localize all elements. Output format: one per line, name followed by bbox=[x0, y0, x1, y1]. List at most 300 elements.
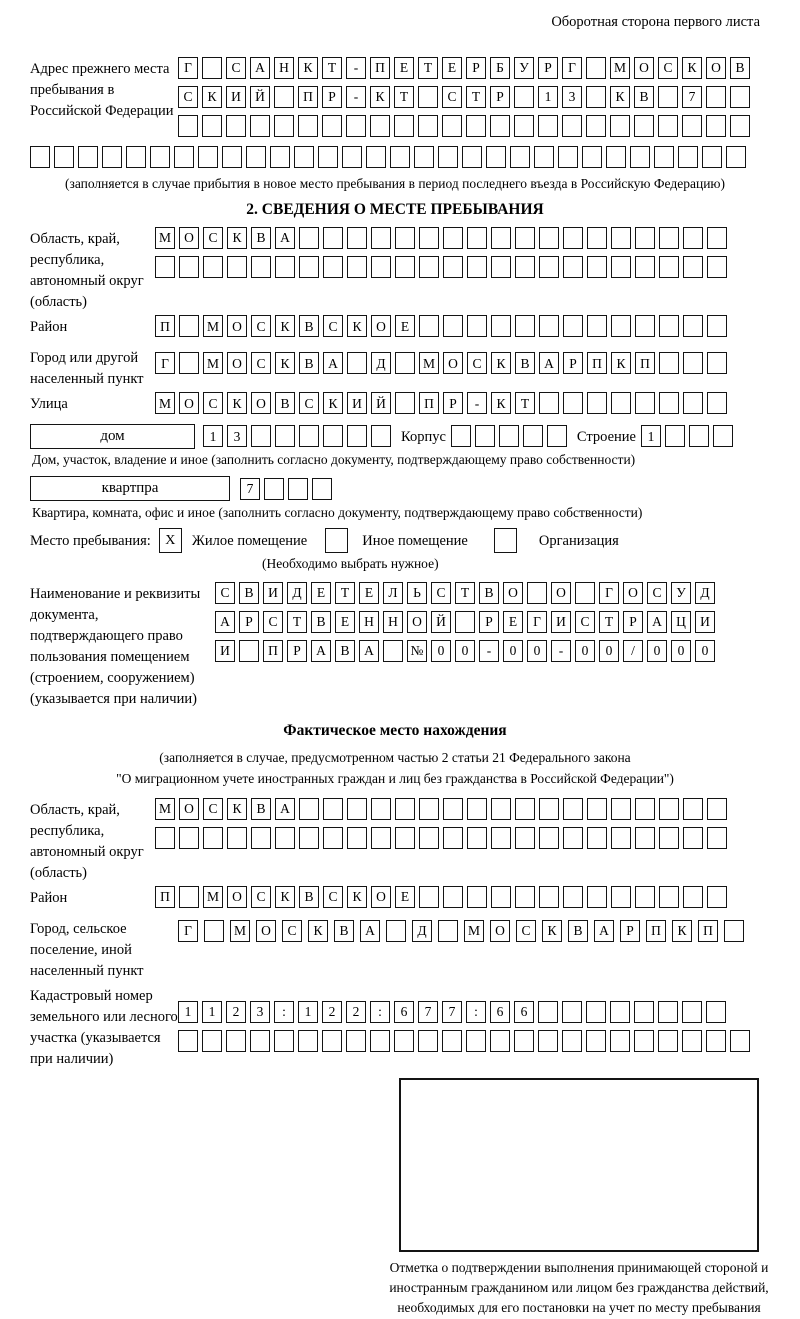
char-cell[interactable] bbox=[707, 352, 727, 374]
char-cell[interactable] bbox=[443, 886, 463, 908]
char-cell[interactable] bbox=[707, 798, 727, 820]
char-cell[interactable]: В bbox=[634, 86, 654, 108]
char-cell[interactable]: 7 bbox=[240, 478, 260, 500]
stroenie-cells[interactable] bbox=[641, 425, 733, 447]
char-cell[interactable]: К bbox=[227, 392, 247, 414]
char-cell[interactable] bbox=[227, 256, 247, 278]
char-cell[interactable]: П bbox=[419, 392, 439, 414]
char-cell[interactable] bbox=[547, 425, 567, 447]
char-cell[interactable]: О bbox=[443, 352, 463, 374]
char-cell[interactable]: М bbox=[155, 798, 175, 820]
char-cell[interactable] bbox=[707, 886, 727, 908]
char-cell[interactable] bbox=[707, 315, 727, 337]
char-cell[interactable] bbox=[706, 1001, 726, 1023]
char-cell[interactable] bbox=[515, 315, 535, 337]
char-cell[interactable] bbox=[202, 57, 222, 79]
char-cell[interactable]: О bbox=[371, 315, 391, 337]
prev-address-row-2[interactable] bbox=[178, 86, 760, 108]
checkbox-inoe[interactable] bbox=[325, 528, 348, 553]
char-cell[interactable] bbox=[371, 798, 391, 820]
char-cell[interactable] bbox=[299, 425, 319, 447]
char-cell[interactable] bbox=[659, 227, 679, 249]
char-cell[interactable] bbox=[635, 227, 655, 249]
char-cell[interactable]: Н bbox=[383, 611, 403, 633]
char-cell[interactable]: С bbox=[226, 57, 246, 79]
char-cell[interactable]: А bbox=[647, 611, 667, 633]
char-cell[interactable] bbox=[179, 886, 199, 908]
char-cell[interactable]: О bbox=[634, 57, 654, 79]
char-cell[interactable]: Т bbox=[418, 57, 438, 79]
char-cell[interactable]: 7 bbox=[442, 1001, 462, 1023]
char-cell[interactable] bbox=[239, 640, 259, 662]
char-cell[interactable] bbox=[683, 886, 703, 908]
char-cell[interactable] bbox=[491, 886, 511, 908]
char-cell[interactable] bbox=[150, 146, 170, 168]
char-cell[interactable]: О bbox=[503, 582, 523, 604]
char-cell[interactable] bbox=[347, 227, 367, 249]
char-cell[interactable]: Д bbox=[371, 352, 391, 374]
char-cell[interactable] bbox=[179, 315, 199, 337]
char-cell[interactable] bbox=[587, 315, 607, 337]
char-cell[interactable] bbox=[707, 392, 727, 414]
char-cell[interactable]: О bbox=[227, 352, 247, 374]
char-cell[interactable]: Т bbox=[515, 392, 535, 414]
char-cell[interactable]: О bbox=[490, 920, 510, 942]
char-cell[interactable]: К bbox=[672, 920, 692, 942]
char-cell[interactable]: М bbox=[230, 920, 250, 942]
char-cell[interactable] bbox=[419, 227, 439, 249]
char-cell[interactable] bbox=[587, 392, 607, 414]
char-cell[interactable] bbox=[587, 886, 607, 908]
char-cell[interactable]: О bbox=[179, 227, 199, 249]
char-cell[interactable] bbox=[451, 425, 471, 447]
char-cell[interactable] bbox=[563, 886, 583, 908]
char-cell[interactable] bbox=[347, 425, 367, 447]
char-cell[interactable] bbox=[155, 256, 175, 278]
char-cell[interactable]: Р bbox=[443, 392, 463, 414]
char-cell[interactable] bbox=[683, 827, 703, 849]
fact-oblast-row-1[interactable] bbox=[155, 798, 760, 820]
char-cell[interactable]: О bbox=[706, 57, 726, 79]
dom-cells[interactable] bbox=[203, 425, 391, 447]
char-cell[interactable]: Е bbox=[442, 57, 462, 79]
rayon-row[interactable] bbox=[155, 315, 760, 337]
char-cell[interactable]: И bbox=[695, 611, 715, 633]
char-cell[interactable] bbox=[562, 115, 582, 137]
fact-gorod-row[interactable] bbox=[178, 920, 760, 942]
char-cell[interactable] bbox=[510, 146, 530, 168]
char-cell[interactable] bbox=[371, 256, 391, 278]
char-cell[interactable] bbox=[683, 352, 703, 374]
char-cell[interactable] bbox=[659, 392, 679, 414]
char-cell[interactable]: К bbox=[275, 886, 295, 908]
char-cell[interactable]: Г bbox=[155, 352, 175, 374]
char-cell[interactable]: 2 bbox=[226, 1001, 246, 1023]
char-cell[interactable] bbox=[730, 115, 750, 137]
char-cell[interactable]: С bbox=[282, 920, 302, 942]
char-cell[interactable] bbox=[438, 146, 458, 168]
char-cell[interactable]: Р bbox=[623, 611, 643, 633]
char-cell[interactable] bbox=[706, 1030, 726, 1052]
char-cell[interactable] bbox=[312, 478, 332, 500]
prev-address-row-1[interactable] bbox=[178, 57, 760, 79]
char-cell[interactable] bbox=[466, 115, 486, 137]
char-cell[interactable] bbox=[390, 146, 410, 168]
fact-oblast-row-2[interactable] bbox=[155, 827, 760, 849]
char-cell[interactable]: Р bbox=[490, 86, 510, 108]
char-cell[interactable]: 6 bbox=[514, 1001, 534, 1023]
char-cell[interactable] bbox=[222, 146, 242, 168]
char-cell[interactable] bbox=[198, 146, 218, 168]
char-cell[interactable] bbox=[323, 227, 343, 249]
char-cell[interactable] bbox=[30, 146, 50, 168]
char-cell[interactable] bbox=[394, 1030, 414, 1052]
char-cell[interactable] bbox=[634, 115, 654, 137]
char-cell[interactable] bbox=[491, 798, 511, 820]
korpus-cells[interactable] bbox=[451, 425, 567, 447]
char-cell[interactable]: О bbox=[179, 798, 199, 820]
char-cell[interactable]: П bbox=[155, 886, 175, 908]
char-cell[interactable]: С bbox=[203, 392, 223, 414]
char-cell[interactable] bbox=[586, 1001, 606, 1023]
char-cell[interactable] bbox=[539, 798, 559, 820]
char-cell[interactable]: В bbox=[515, 352, 535, 374]
char-cell[interactable] bbox=[179, 352, 199, 374]
char-cell[interactable] bbox=[274, 1030, 294, 1052]
char-cell[interactable] bbox=[658, 1030, 678, 1052]
char-cell[interactable] bbox=[226, 1030, 246, 1052]
kvartira-cells[interactable] bbox=[240, 478, 332, 500]
char-cell[interactable] bbox=[563, 256, 583, 278]
char-cell[interactable] bbox=[538, 115, 558, 137]
char-cell[interactable]: Т bbox=[335, 582, 355, 604]
char-cell[interactable] bbox=[610, 1001, 630, 1023]
char-cell[interactable] bbox=[298, 115, 318, 137]
fact-rayon-row[interactable] bbox=[155, 886, 760, 908]
char-cell[interactable]: А bbox=[250, 57, 270, 79]
char-cell[interactable] bbox=[274, 86, 294, 108]
char-cell[interactable] bbox=[102, 146, 122, 168]
char-cell[interactable] bbox=[395, 227, 415, 249]
char-cell[interactable]: К bbox=[275, 315, 295, 337]
char-cell[interactable]: О bbox=[623, 582, 643, 604]
char-cell[interactable]: П bbox=[587, 352, 607, 374]
char-cell[interactable] bbox=[587, 827, 607, 849]
char-cell[interactable] bbox=[562, 1030, 582, 1052]
char-cell[interactable]: М bbox=[203, 886, 223, 908]
char-cell[interactable]: 7 bbox=[418, 1001, 438, 1023]
char-cell[interactable]: Г bbox=[562, 57, 582, 79]
char-cell[interactable]: С bbox=[178, 86, 198, 108]
char-cell[interactable] bbox=[558, 146, 578, 168]
char-cell[interactable] bbox=[299, 827, 319, 849]
char-cell[interactable]: О bbox=[227, 886, 247, 908]
char-cell[interactable] bbox=[443, 798, 463, 820]
char-cell[interactable]: 3 bbox=[250, 1001, 270, 1023]
char-cell[interactable]: В bbox=[299, 315, 319, 337]
char-cell[interactable]: К bbox=[347, 886, 367, 908]
char-cell[interactable]: 1 bbox=[202, 1001, 222, 1023]
char-cell[interactable]: В bbox=[251, 227, 271, 249]
char-cell[interactable]: 1 bbox=[203, 425, 223, 447]
char-cell[interactable] bbox=[347, 256, 367, 278]
char-cell[interactable] bbox=[251, 256, 271, 278]
char-cell[interactable] bbox=[635, 315, 655, 337]
char-cell[interactable] bbox=[706, 115, 726, 137]
char-cell[interactable] bbox=[419, 827, 439, 849]
char-cell[interactable] bbox=[275, 827, 295, 849]
char-cell[interactable]: К bbox=[347, 315, 367, 337]
char-cell[interactable] bbox=[587, 256, 607, 278]
char-cell[interactable]: И bbox=[226, 86, 246, 108]
char-cell[interactable]: С bbox=[467, 352, 487, 374]
char-cell[interactable] bbox=[606, 146, 626, 168]
char-cell[interactable] bbox=[659, 798, 679, 820]
char-cell[interactable]: Р bbox=[287, 640, 307, 662]
char-cell[interactable] bbox=[342, 146, 362, 168]
char-cell[interactable]: О bbox=[179, 392, 199, 414]
char-cell[interactable] bbox=[706, 86, 726, 108]
char-cell[interactable] bbox=[499, 425, 519, 447]
char-cell[interactable]: В bbox=[311, 611, 331, 633]
char-cell[interactable] bbox=[371, 827, 391, 849]
char-cell[interactable] bbox=[563, 798, 583, 820]
char-cell[interactable] bbox=[203, 256, 223, 278]
char-cell[interactable] bbox=[490, 1030, 510, 1052]
char-cell[interactable]: С bbox=[203, 227, 223, 249]
char-cell[interactable] bbox=[523, 425, 543, 447]
char-cell[interactable] bbox=[683, 392, 703, 414]
checkbox-zhiloe[interactable]: X bbox=[159, 528, 182, 553]
oblast-row-1[interactable] bbox=[155, 227, 760, 249]
char-cell[interactable]: С bbox=[251, 886, 271, 908]
char-cell[interactable]: Р bbox=[239, 611, 259, 633]
char-cell[interactable] bbox=[467, 886, 487, 908]
char-cell[interactable]: А bbox=[323, 352, 343, 374]
char-cell[interactable]: Ц bbox=[671, 611, 691, 633]
char-cell[interactable] bbox=[563, 392, 583, 414]
char-cell[interactable]: К bbox=[491, 392, 511, 414]
char-cell[interactable] bbox=[491, 256, 511, 278]
char-cell[interactable] bbox=[298, 1030, 318, 1052]
char-cell[interactable] bbox=[713, 425, 733, 447]
char-cell[interactable]: Т bbox=[466, 86, 486, 108]
char-cell[interactable] bbox=[611, 256, 631, 278]
char-cell[interactable] bbox=[323, 425, 343, 447]
char-cell[interactable]: М bbox=[419, 352, 439, 374]
char-cell[interactable]: М bbox=[203, 315, 223, 337]
char-cell[interactable]: П bbox=[635, 352, 655, 374]
char-cell[interactable] bbox=[563, 315, 583, 337]
char-cell[interactable]: С bbox=[203, 798, 223, 820]
char-cell[interactable]: 0 bbox=[431, 640, 451, 662]
char-cell[interactable] bbox=[395, 256, 415, 278]
char-cell[interactable] bbox=[323, 827, 343, 849]
gorod-row[interactable] bbox=[155, 352, 760, 374]
char-cell[interactable] bbox=[250, 115, 270, 137]
char-cell[interactable] bbox=[611, 798, 631, 820]
char-cell[interactable]: А bbox=[360, 920, 380, 942]
char-cell[interactable]: П bbox=[370, 57, 390, 79]
char-cell[interactable]: Г bbox=[527, 611, 547, 633]
char-cell[interactable] bbox=[539, 227, 559, 249]
char-cell[interactable] bbox=[514, 86, 534, 108]
char-cell[interactable] bbox=[514, 1030, 534, 1052]
char-cell[interactable] bbox=[682, 1001, 702, 1023]
char-cell[interactable]: В bbox=[568, 920, 588, 942]
char-cell[interactable] bbox=[707, 227, 727, 249]
char-cell[interactable]: О bbox=[551, 582, 571, 604]
char-cell[interactable]: К bbox=[323, 392, 343, 414]
char-cell[interactable]: П bbox=[263, 640, 283, 662]
char-cell[interactable] bbox=[682, 115, 702, 137]
char-cell[interactable]: 0 bbox=[695, 640, 715, 662]
char-cell[interactable]: Н bbox=[359, 611, 379, 633]
char-cell[interactable]: Т bbox=[287, 611, 307, 633]
char-cell[interactable] bbox=[658, 86, 678, 108]
char-cell[interactable] bbox=[419, 315, 439, 337]
char-cell[interactable]: С bbox=[431, 582, 451, 604]
char-cell[interactable]: П bbox=[298, 86, 318, 108]
char-cell[interactable] bbox=[250, 1030, 270, 1052]
char-cell[interactable]: М bbox=[610, 57, 630, 79]
char-cell[interactable]: 1 bbox=[641, 425, 661, 447]
char-cell[interactable]: С bbox=[323, 886, 343, 908]
checkbox-organizatsiya[interactable] bbox=[494, 528, 517, 553]
char-cell[interactable] bbox=[702, 146, 722, 168]
char-cell[interactable]: К bbox=[202, 86, 222, 108]
char-cell[interactable]: Г bbox=[178, 920, 198, 942]
char-cell[interactable] bbox=[534, 146, 554, 168]
char-cell[interactable]: 7 bbox=[682, 86, 702, 108]
char-cell[interactable]: С bbox=[263, 611, 283, 633]
char-cell[interactable] bbox=[414, 146, 434, 168]
char-cell[interactable] bbox=[658, 1001, 678, 1023]
char-cell[interactable]: С bbox=[299, 392, 319, 414]
char-cell[interactable] bbox=[443, 315, 463, 337]
char-cell[interactable] bbox=[659, 352, 679, 374]
char-cell[interactable] bbox=[659, 315, 679, 337]
char-cell[interactable] bbox=[586, 86, 606, 108]
char-cell[interactable] bbox=[203, 827, 223, 849]
char-cell[interactable] bbox=[251, 827, 271, 849]
char-cell[interactable]: Р bbox=[538, 57, 558, 79]
char-cell[interactable]: С bbox=[251, 352, 271, 374]
char-cell[interactable] bbox=[539, 392, 559, 414]
char-cell[interactable] bbox=[299, 256, 319, 278]
char-cell[interactable]: / bbox=[623, 640, 643, 662]
char-cell[interactable] bbox=[659, 256, 679, 278]
char-cell[interactable]: Д bbox=[695, 582, 715, 604]
char-cell[interactable] bbox=[418, 86, 438, 108]
char-cell[interactable] bbox=[587, 227, 607, 249]
char-cell[interactable] bbox=[126, 146, 146, 168]
char-cell[interactable] bbox=[419, 886, 439, 908]
char-cell[interactable]: Р bbox=[563, 352, 583, 374]
char-cell[interactable] bbox=[366, 146, 386, 168]
char-cell[interactable]: Т bbox=[322, 57, 342, 79]
char-cell[interactable]: А bbox=[594, 920, 614, 942]
char-cell[interactable] bbox=[467, 827, 487, 849]
char-cell[interactable]: О bbox=[371, 886, 391, 908]
char-cell[interactable] bbox=[227, 827, 247, 849]
char-cell[interactable]: К bbox=[491, 352, 511, 374]
char-cell[interactable] bbox=[251, 425, 271, 447]
char-cell[interactable]: А bbox=[359, 640, 379, 662]
char-cell[interactable] bbox=[371, 227, 391, 249]
char-cell[interactable] bbox=[299, 227, 319, 249]
char-cell[interactable] bbox=[611, 315, 631, 337]
char-cell[interactable]: Р bbox=[466, 57, 486, 79]
char-cell[interactable] bbox=[395, 798, 415, 820]
char-cell[interactable] bbox=[418, 115, 438, 137]
char-cell[interactable] bbox=[347, 827, 367, 849]
char-cell[interactable] bbox=[467, 227, 487, 249]
char-cell[interactable] bbox=[318, 146, 338, 168]
char-cell[interactable]: К bbox=[370, 86, 390, 108]
char-cell[interactable] bbox=[514, 115, 534, 137]
char-cell[interactable] bbox=[395, 392, 415, 414]
char-cell[interactable] bbox=[582, 146, 602, 168]
char-cell[interactable] bbox=[575, 582, 595, 604]
char-cell[interactable] bbox=[322, 115, 342, 137]
char-cell[interactable] bbox=[527, 582, 547, 604]
char-cell[interactable]: Т bbox=[455, 582, 475, 604]
char-cell[interactable] bbox=[438, 920, 458, 942]
char-cell[interactable]: О bbox=[256, 920, 276, 942]
document-row-1[interactable] bbox=[215, 582, 760, 604]
char-cell[interactable] bbox=[515, 827, 535, 849]
char-cell[interactable]: Д bbox=[412, 920, 432, 942]
char-cell[interactable]: Е bbox=[335, 611, 355, 633]
char-cell[interactable] bbox=[204, 920, 224, 942]
char-cell[interactable] bbox=[246, 146, 266, 168]
char-cell[interactable] bbox=[587, 798, 607, 820]
char-cell[interactable]: Й bbox=[250, 86, 270, 108]
char-cell[interactable]: Й bbox=[431, 611, 451, 633]
char-cell[interactable] bbox=[539, 827, 559, 849]
char-cell[interactable]: 1 bbox=[298, 1001, 318, 1023]
char-cell[interactable] bbox=[54, 146, 74, 168]
char-cell[interactable] bbox=[347, 798, 367, 820]
char-cell[interactable] bbox=[466, 1030, 486, 1052]
char-cell[interactable]: К bbox=[610, 86, 630, 108]
char-cell[interactable] bbox=[658, 115, 678, 137]
char-cell[interactable]: В bbox=[299, 352, 319, 374]
char-cell[interactable] bbox=[538, 1030, 558, 1052]
char-cell[interactable]: У bbox=[671, 582, 691, 604]
char-cell[interactable]: В bbox=[335, 640, 355, 662]
char-cell[interactable] bbox=[682, 1030, 702, 1052]
char-cell[interactable] bbox=[467, 256, 487, 278]
char-cell[interactable]: В bbox=[334, 920, 354, 942]
char-cell[interactable]: 0 bbox=[599, 640, 619, 662]
char-cell[interactable] bbox=[707, 256, 727, 278]
char-cell[interactable] bbox=[275, 256, 295, 278]
char-cell[interactable]: В bbox=[730, 57, 750, 79]
char-cell[interactable] bbox=[274, 115, 294, 137]
char-cell[interactable]: 1 bbox=[538, 86, 558, 108]
char-cell[interactable] bbox=[539, 886, 559, 908]
char-cell[interactable] bbox=[462, 146, 482, 168]
char-cell[interactable] bbox=[443, 827, 463, 849]
char-cell[interactable]: 1 bbox=[178, 1001, 198, 1023]
char-cell[interactable] bbox=[659, 827, 679, 849]
char-cell[interactable] bbox=[486, 146, 506, 168]
char-cell[interactable]: С bbox=[658, 57, 678, 79]
char-cell[interactable]: Е bbox=[394, 57, 414, 79]
char-cell[interactable]: К bbox=[227, 227, 247, 249]
